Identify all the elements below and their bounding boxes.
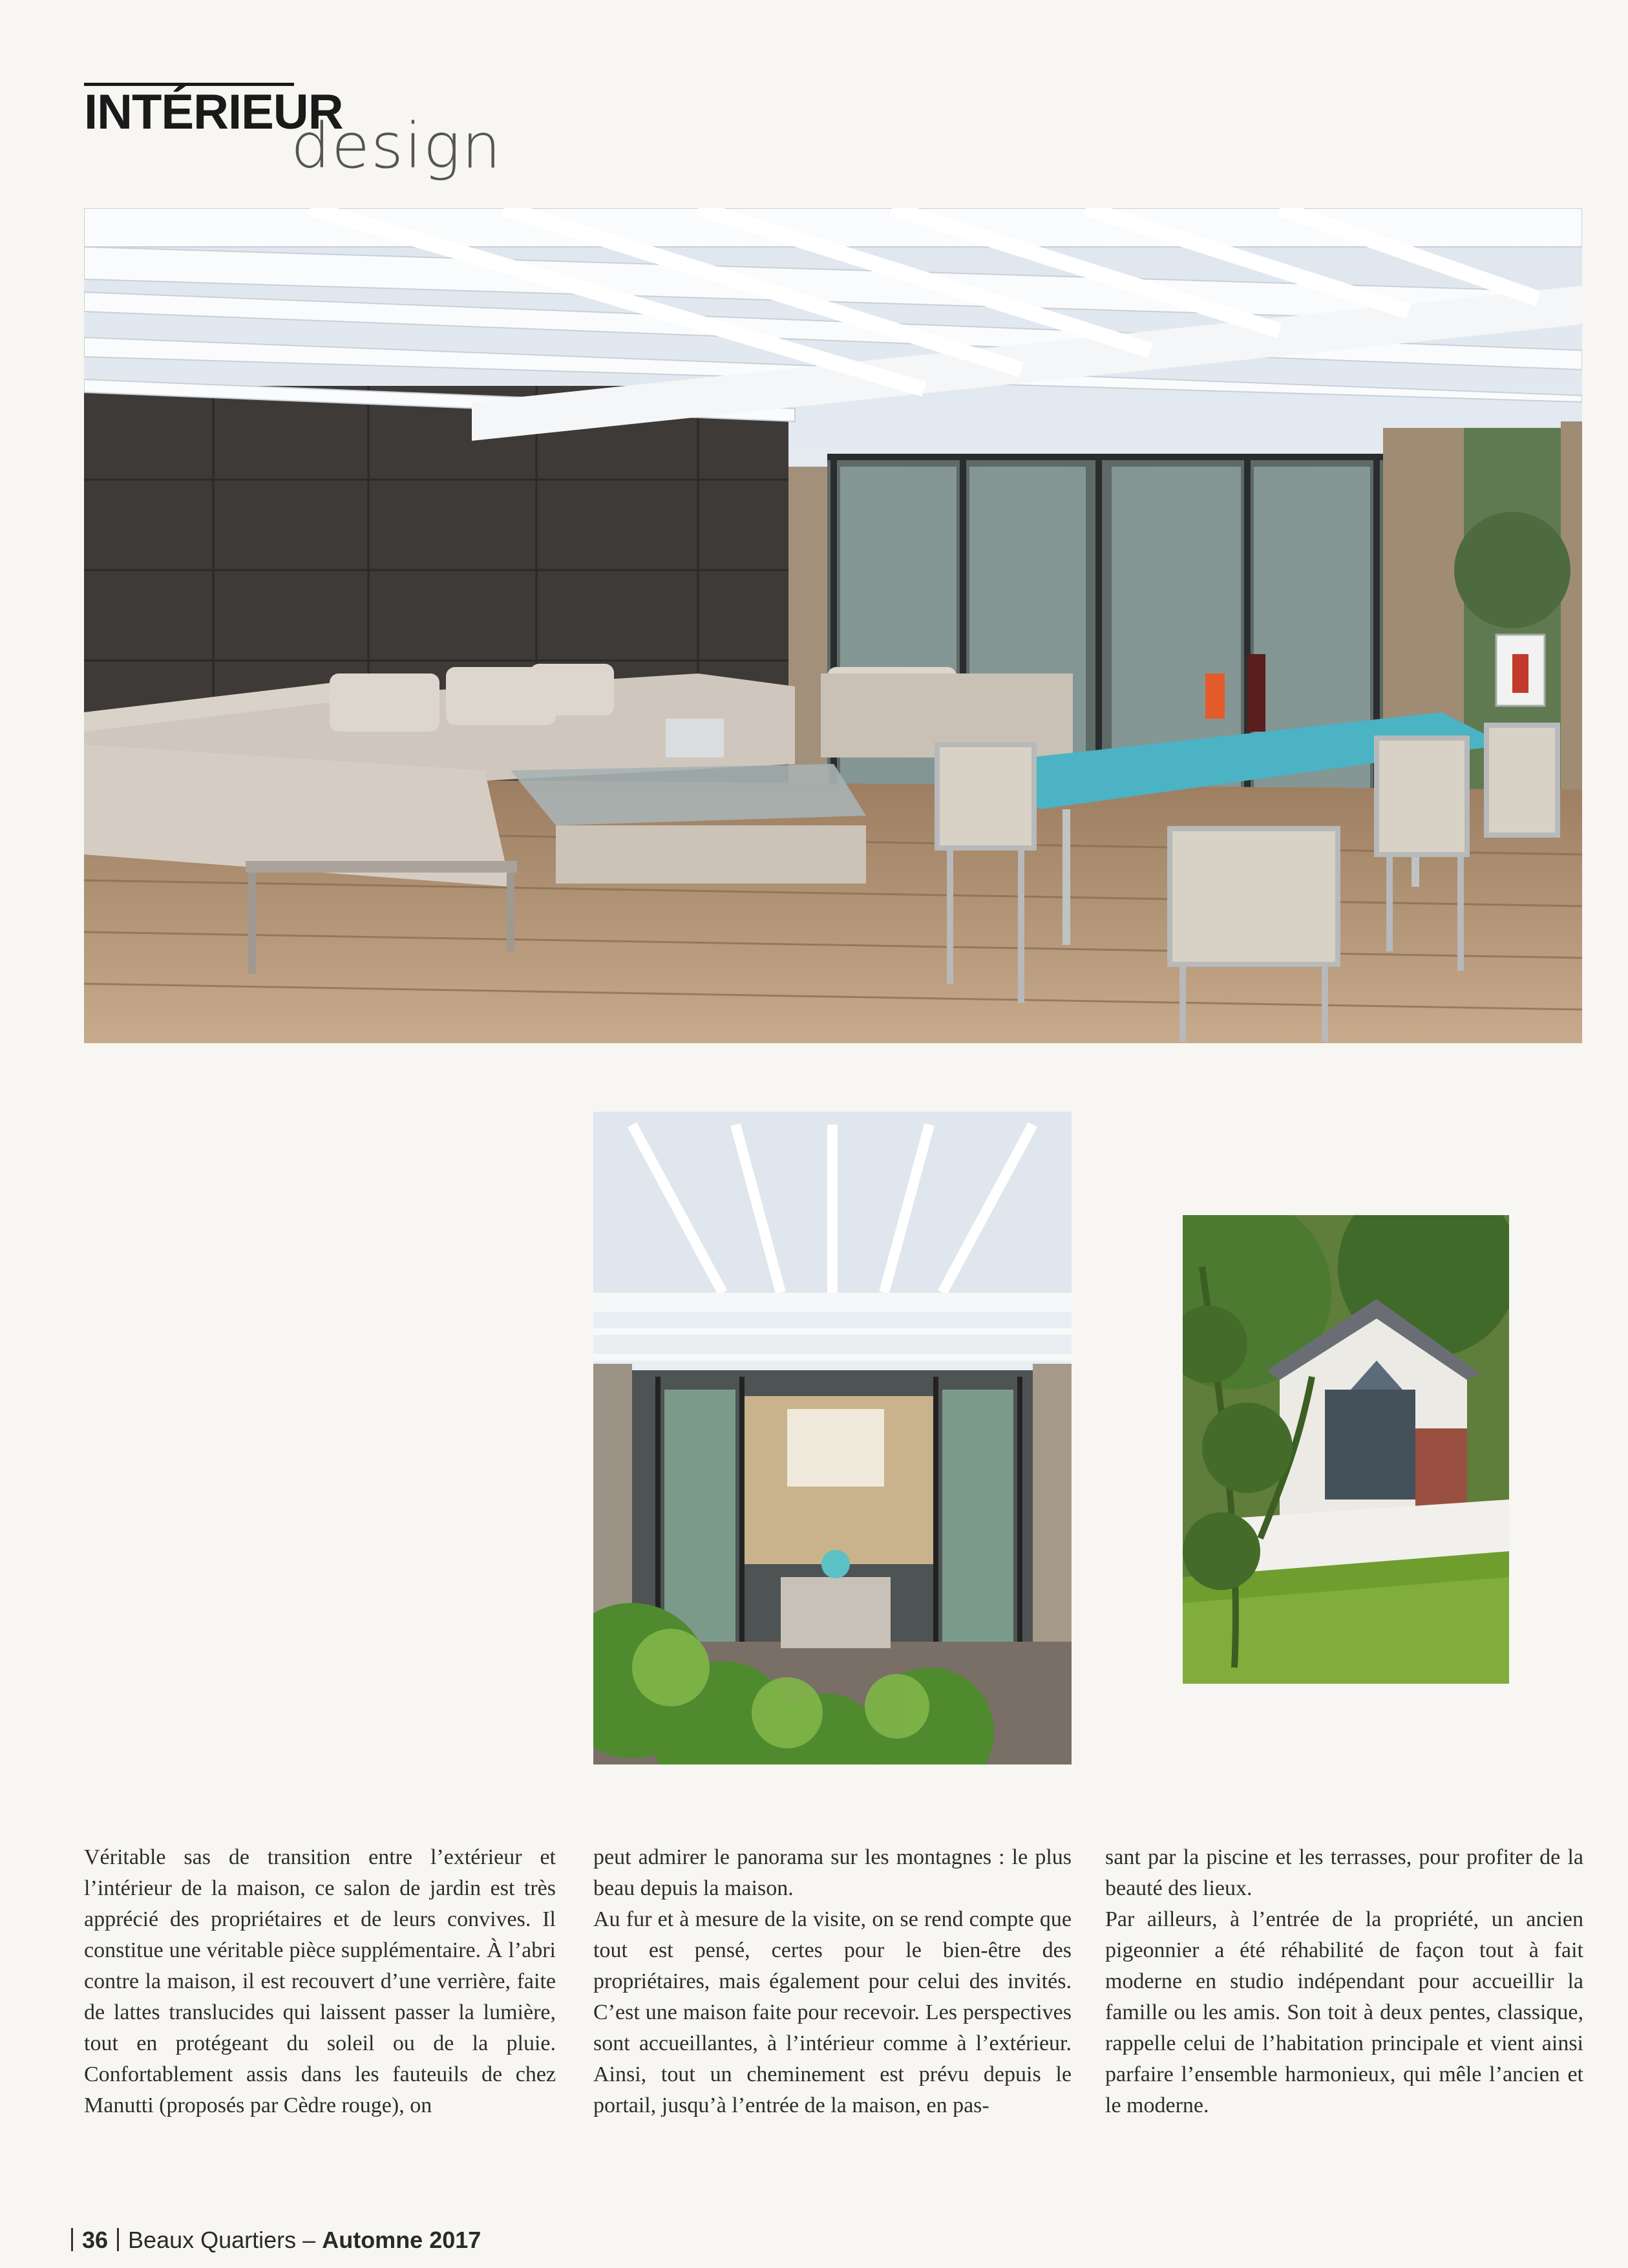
body-paragraph: sant par la piscine et les terrasses, pour profiter de la beauté des lieux. xyxy=(1105,1845,1583,1900)
section-title-bold: INTÉRIEUR xyxy=(84,85,343,140)
section-title-light: design xyxy=(291,110,503,182)
magazine-name: Beaux Quartiers – xyxy=(128,2227,316,2253)
studio-house-photo xyxy=(1183,1215,1509,1684)
footer-divider xyxy=(71,2228,73,2251)
patio-lounge-dining-photo xyxy=(84,208,1582,1043)
body-paragraph: Véritable sas de transition entre l’extérieur et l’intérieur de la maison, ce salon de jardin est très apprécié des propriétaires et de leurs convives. Il constitue une véritable pièce supplémentaire. À l’abri contre la maison, il est recouvert d’une verrière, faite de lattes translucides qui laissent passer la lumière, tout en protégeant du soleil ou de la pluie. Confortablement assis dans les fauteuils de chez Manutti (proposés par Cèdre rouge), on xyxy=(84,1845,556,2117)
covered-terrace-photo xyxy=(593,1112,1072,1765)
issue-label: Automne 2017 xyxy=(322,2227,481,2253)
body-paragraph: Par ailleurs, à l’entrée de la propriété, un ancien pigeonnier a été réhabilité de façon tout à fait moderne en studio indépendant pour accueillir la famille ou les amis. Son toit à deux pentes, classique, rappelle celui de l’habitation principale et vient ainsi parfaire l’ensemble harmonieux, qui mêle l’ancien et le moderne. xyxy=(1105,1907,1583,2117)
page-number: 36 xyxy=(82,2227,109,2253)
page-footer xyxy=(62,2227,481,2254)
body-paragraph: Au fur et à mesure de la visite, on se rend compte que tout est pensé, certes pour le bien-être des propriétaires, mais également pour celui des invités. C’est une maison faite pour recevoir. Les perspectives sont accueillantes, à l’intérieur comme à l’extérieur. Ainsi, tout un cheminement est prévu depuis le portail, jusqu’à l’entrée de la maison, en pas- xyxy=(593,1907,1072,2117)
text-column-3 xyxy=(1105,1842,1583,2121)
text-column-1 xyxy=(84,1842,556,2121)
body-paragraph: peut admirer le panorama sur les montagnes : le plus beau depuis la maison. xyxy=(593,1845,1072,1900)
footer-divider xyxy=(117,2228,119,2251)
text-column-2 xyxy=(593,1842,1072,2121)
